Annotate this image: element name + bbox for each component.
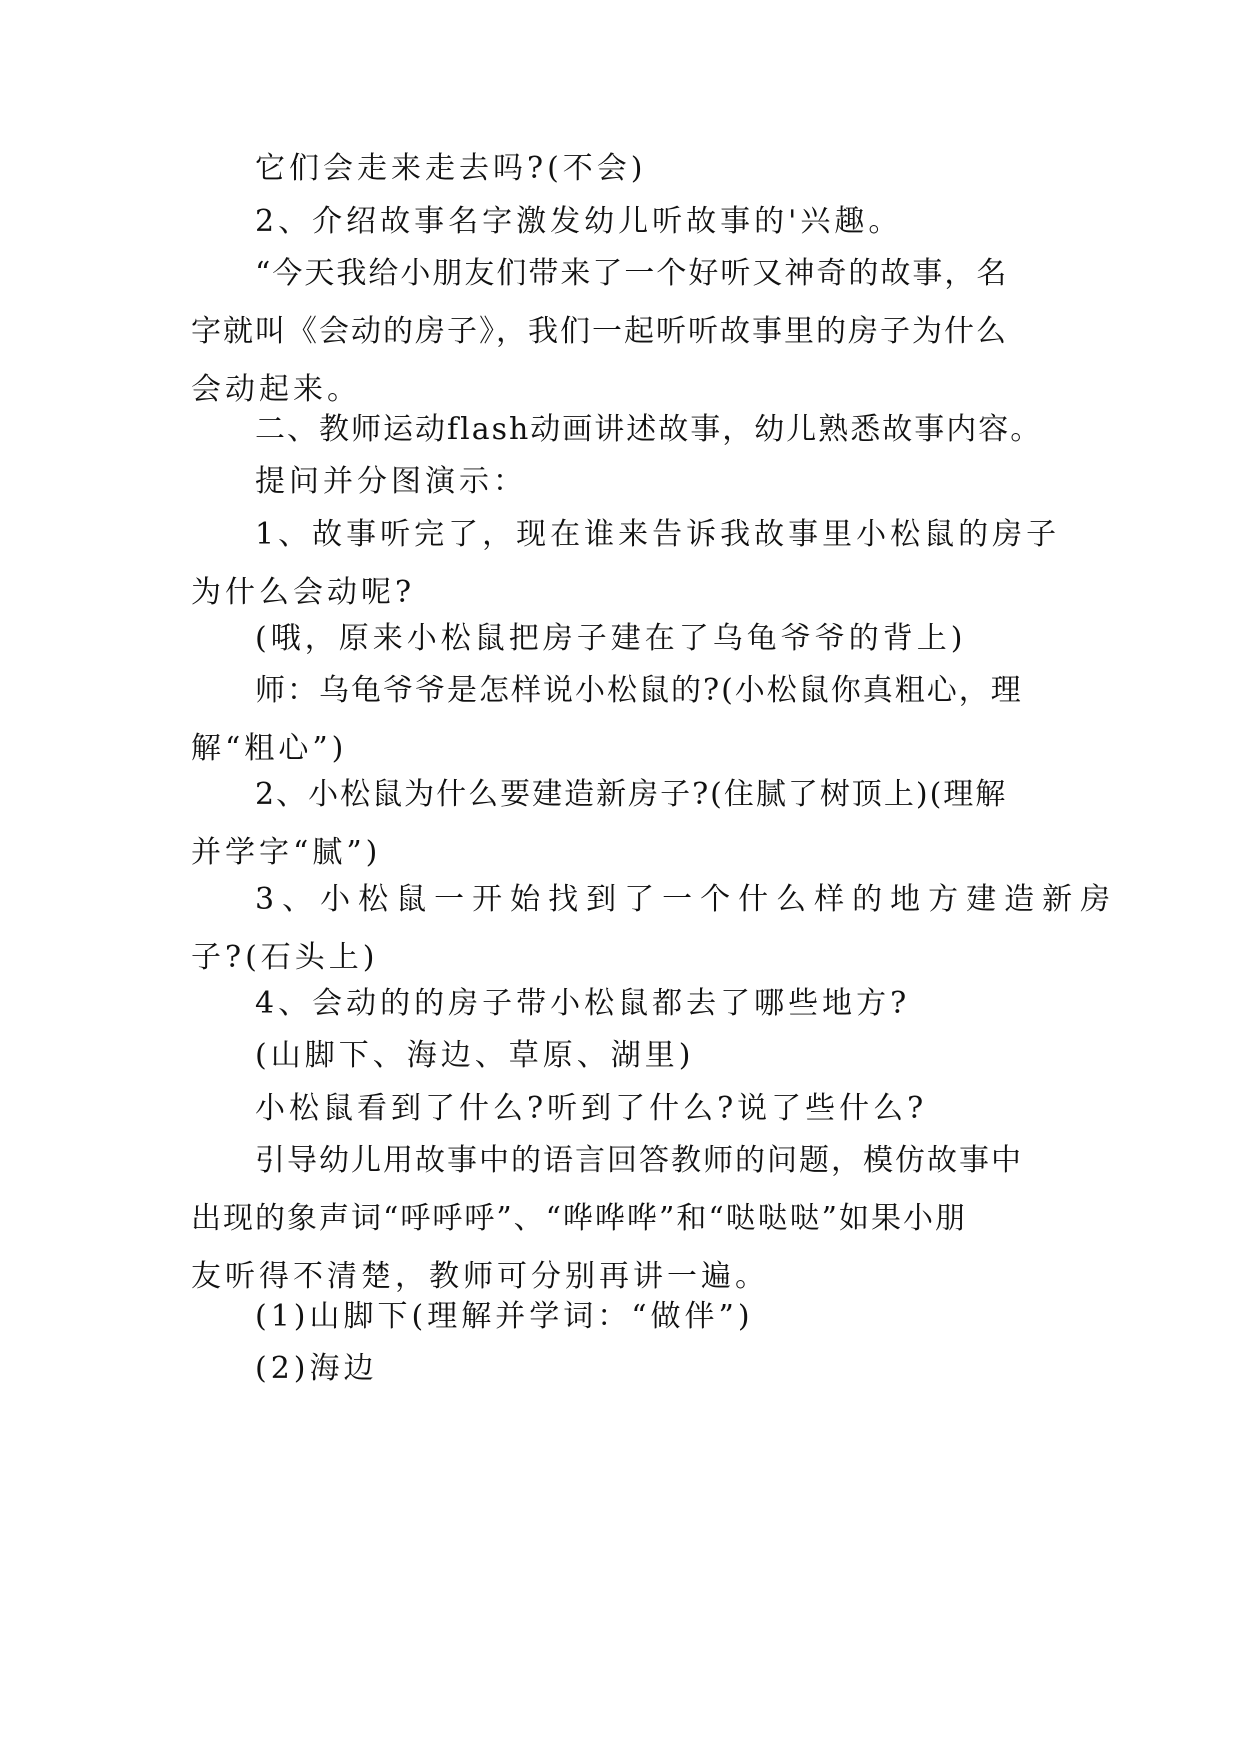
paragraph-what-saw [191, 1080, 1051, 1138]
paragraph-question-1 [191, 506, 1061, 622]
text-line: 小松鼠看到了什么?听到了什么?说了些什么? [255, 1091, 928, 1126]
paragraph-question-4 [191, 975, 1051, 1033]
text-line: 3、小松鼠一开始找到了一个什么样的地方建造新房 [255, 882, 1119, 917]
paragraph-answer-1 [191, 610, 1051, 668]
text-line: 并学字“腻”) [191, 835, 382, 870]
paragraph-guidance [191, 1132, 1051, 1306]
text-line: 二、教师运动flash动画讲述故事，幼儿熟悉故事内容。 [255, 412, 1043, 447]
paragraph-step-2 [191, 193, 1051, 251]
paragraph-mountain [191, 1288, 1051, 1346]
text-line: 它们会走来走去吗?(不会) [255, 151, 647, 186]
text-line: “今天我给小朋友们带来了一个好听又神奇的故事，名 [255, 256, 1009, 291]
paragraph-story-intro [191, 245, 1051, 419]
paragraph-section-2 [191, 401, 1051, 459]
paragraph-question-walk [191, 140, 1051, 198]
text-line: (1)山脚下(理解并学词：“做伴”) [255, 1299, 754, 1334]
text-line: 出现的象声词“呼呼呼”、“哗哗哗”和“哒哒哒”如果小朋 [191, 1201, 968, 1236]
text-line: 友听得不清楚，教师可分别再讲一遍。 [191, 1259, 769, 1294]
text-line: 引导幼儿用故事中的语言回答教师的问题，模仿故事中 [255, 1143, 1023, 1178]
text-line: 1、故事听完了，现在谁来告诉我故事里小松鼠的房子 [255, 517, 1061, 552]
paragraph-demo [191, 453, 1051, 511]
text-line: 子?(石头上) [191, 940, 379, 975]
text-line: 2、介绍故事名字激发幼儿听故事的'兴趣。 [255, 204, 903, 239]
text-line: 师：乌龟爷爷是怎样说小松鼠的?(小松鼠你真粗心，理 [255, 673, 1023, 708]
text-line: 会动起来。 [191, 372, 361, 407]
paragraph-places [191, 1027, 1051, 1085]
paragraph-question-2 [191, 766, 1051, 882]
text-line: 4、会动的的房子带小松鼠都去了哪些地方? [255, 986, 911, 1021]
paragraph-question-3 [191, 871, 1119, 987]
text-line: 提问并分图演示： [255, 464, 527, 499]
text-line: (哦，原来小松鼠把房子建在了乌龟爷爷的背上) [255, 621, 967, 656]
text-line: 2、小松鼠为什么要建造新房子?(住腻了树顶上)(理解 [255, 777, 1008, 812]
text-line: 为什么会动呢? [191, 575, 416, 610]
paragraph-teacher-question [191, 662, 1051, 778]
text-line: (2)海边 [255, 1351, 378, 1386]
text-line: 解“粗心”) [191, 731, 348, 766]
text-line: 字就叫《会动的房子》，我们一起听听故事里的房子为什么 [191, 314, 1008, 349]
paragraph-seaside [191, 1340, 1051, 1398]
text-line: (山脚下、海边、草原、湖里) [255, 1038, 695, 1073]
